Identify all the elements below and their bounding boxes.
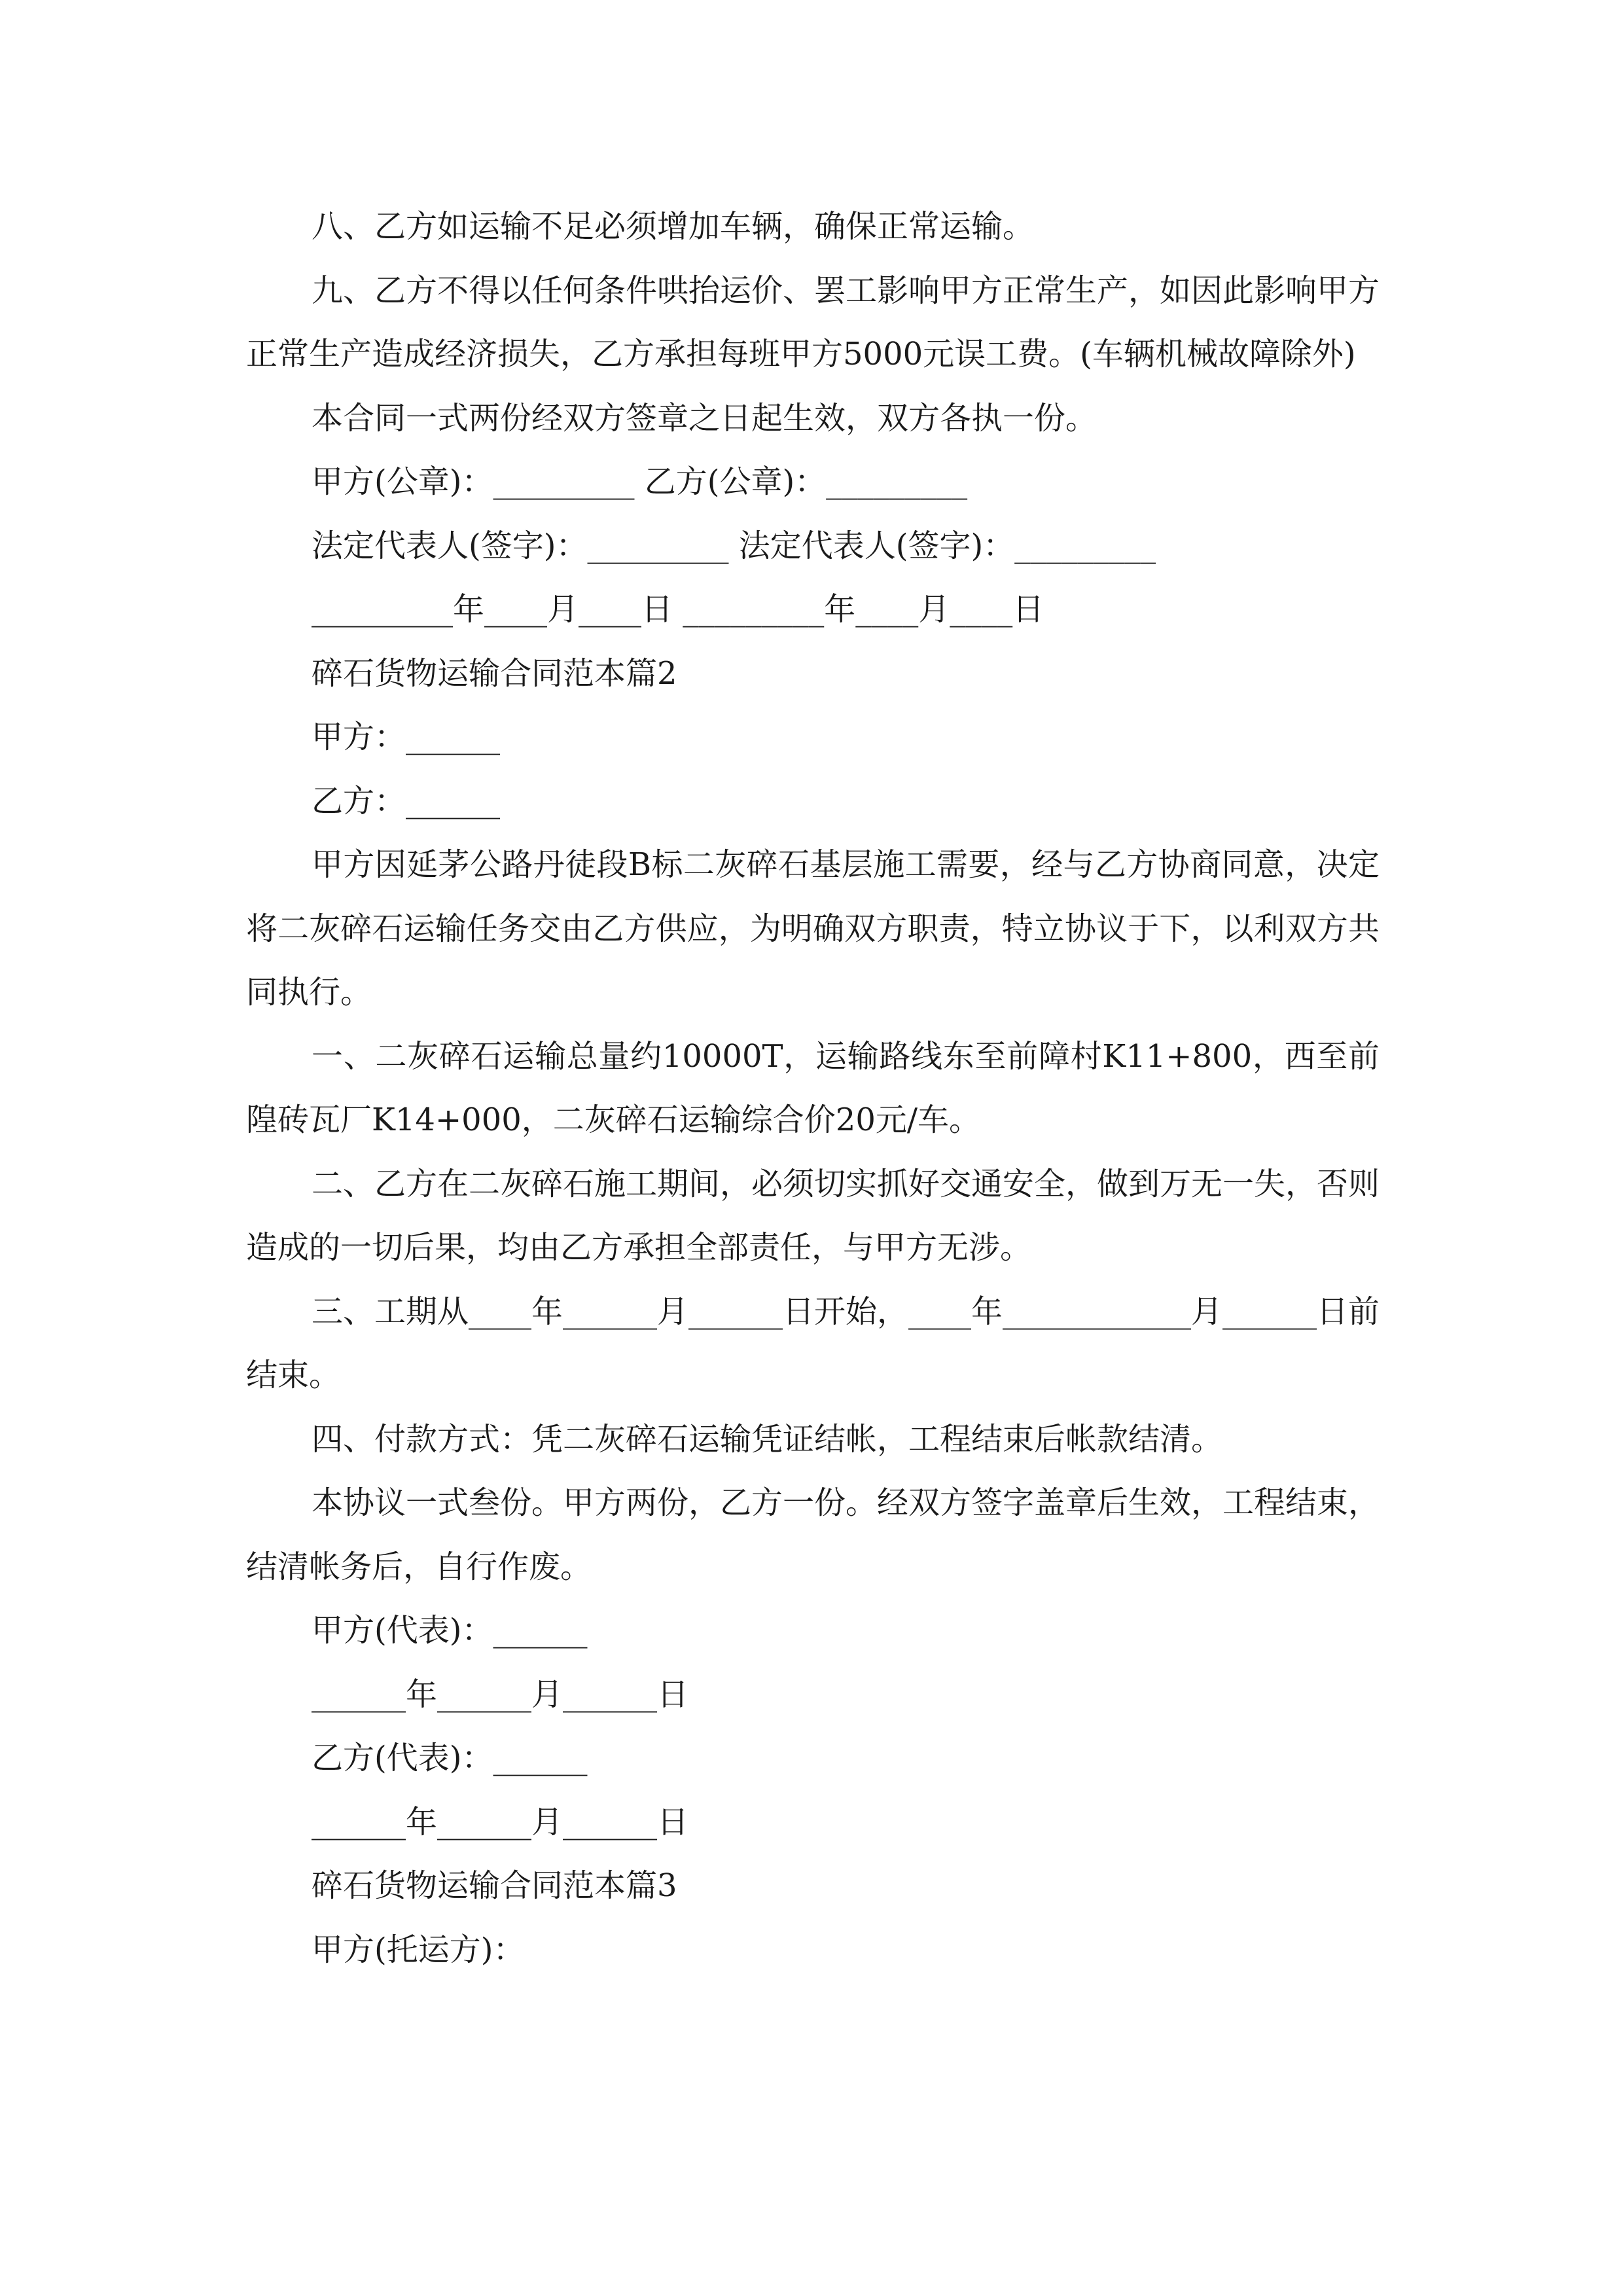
section-heading-2: 碎石货物运输合同范本篇2 [312,655,677,692]
paragraph-preamble: 甲方因延茅公路丹徒段B标二灰碎石基层施工需要，经与乙方协商同意，决定将二灰碎石运输任务交由乙方供应，为明确双方职责，特立协议于下，以利双方共同执行。 [246,846,1380,1011]
signature-date-line: _________年____月____日 _________年____月____日 [312,591,1044,628]
paragraph-clause-9: 九、乙方不得以任何条件哄抬运价、罢工影响甲方正常生产，如因此影响甲方正常生产造成经济损失，乙方承担每班甲方5000元误工费。(车辆机械故障除外) [246,272,1380,372]
paragraph-clause-8: 八、乙方如运输不足必须增加车辆，确保正常运输。 [312,208,1035,245]
paragraph-clause-2: 二、乙方在二灰碎石施工期间，必须切实抓好交通安全，做到万无一失，否则造成的一切后果，均由乙方承担全部责任，与甲方无涉。 [246,1165,1380,1266]
document-body [246,195,1380,1982]
party-a-date-line: ______年______月______日 [312,1676,689,1713]
party-a-representative-line: 甲方(代表)：______ [312,1612,588,1649]
paragraph-agreement-copies: 本协议一式叁份。甲方两份，乙方一份。经双方签字盖章后生效，工程结束，结清帐务后，自行作废。 [246,1484,1380,1585]
signature-representative-line: 法定代表人(签字)：_________ 法定代表人(签字)：_________ [312,527,1156,564]
paragraph-clause-1: 一、二灰碎石运输总量约10000T，运输路线东至前障村K11+800，西至前隍砖瓦厂K14+000，二灰碎石运输综合价20元/车。 [246,1037,1380,1138]
party-b-line: 乙方：______ [312,782,501,819]
shipper-party-line: 甲方(托运方)： [312,1931,525,1968]
paragraph-effective-clause: 本合同一式两份经双方签章之日起生效，双方各执一份。 [312,399,1097,437]
party-a-line: 甲方：______ [312,719,501,755]
paragraph-clause-3: 三、工期从____年______月______日开始，____年____________月______日前结束。 [246,1293,1380,1393]
party-b-date-line: ______年______月______日 [312,1803,689,1840]
paragraph-clause-4: 四、付款方式：凭二灰碎石运输凭证结帐，工程结束后帐款结清。 [312,1420,1223,1458]
signature-seal-line: 甲方(公章)：_________ 乙方(公章)：_________ [312,463,968,500]
section-heading-3: 碎石货物运输合同范本篇3 [312,1867,677,1904]
party-b-representative-line: 乙方(代表)：______ [312,1740,588,1776]
